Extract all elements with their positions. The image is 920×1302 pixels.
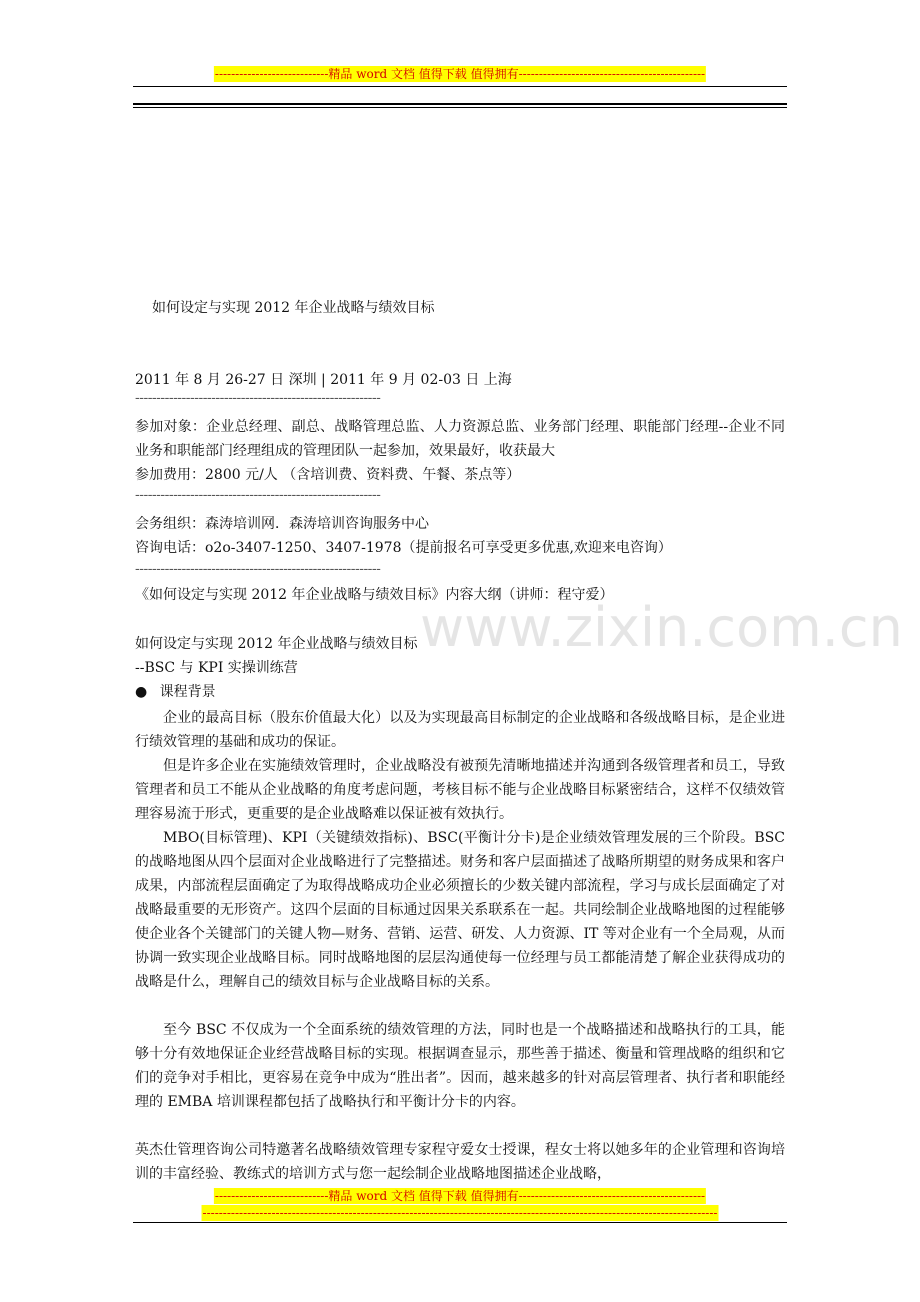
divider: ----------------------------------------------------------: [135, 487, 381, 503]
organizer-text: 会务组织：森涛培训网．森涛培训咨询服务中心: [135, 516, 429, 532]
audience-text: 参加对象：企业总经理、副总、战略管理总监、人力资源总监、业务部门经理、职能部门经理--企业不同业务和职能部门经理组成的管理团队一起参加，效果最好，收获最大: [135, 419, 785, 459]
header-rule-thin: [133, 86, 787, 87]
section-heading-label: 课程背景: [159, 684, 216, 700]
header-rule-bottom: [133, 107, 787, 108]
divider: ----------------------------------------------------------: [135, 561, 381, 577]
footer-banner-2: -------------------------------------------------------------------------------------------------------------------------------: [202, 1206, 718, 1220]
header-banner: ----------------------------精品 word 文档 值得下载 值得拥有----------------------------------------------: [214, 67, 706, 81]
paragraph: 至今 BSC 不仅成为一个全面系统的绩效管理的方法，同时也是一个战略描述和战略执行的工具，能够十分有效地保证企业经营战略目标的实现。根据调查显示，那些善于描述、衡量和管理战略的组织和它们的竞争对手相比，更容易在竞争中成为“胜出者”。因而，越来越多的针对高层管理者、执行者和职能经理的 EMBA 培训课程都包括了战略执行和平衡计分卡的内容。: [135, 1022, 785, 1110]
outline-heading: 《如何设定与实现 2012 年企业战略与绩效目标》内容大纲（讲师：程守爱）: [135, 587, 614, 603]
closing-paragraph: 英杰仕管理咨询公司特邀著名战略绩效管理专家程守爱女士授课，程女士将以她多年的企业管理和咨询培训的丰富经验、教练式的培训方式与您一起绘制企业战略地图描述企业战略，: [135, 1142, 785, 1182]
section-heading: [135, 680, 216, 704]
paragraph: 企业的最高目标（股东价值最大化）以及为实现最高目标制定的企业战略和各级战略目标，是企业进行绩效管理的基础和成功的保证。: [135, 710, 785, 750]
footer-banner: ----------------------------精品 word 文档 值得下载 值得拥有----------------------------------------------: [214, 1189, 706, 1203]
header-rule-thick: [133, 103, 787, 105]
subtitle-main: 如何设定与实现 2012 年企业战略与绩效目标: [135, 636, 418, 652]
footer-rule: [133, 1222, 787, 1223]
divider: ----------------------------------------------------------: [135, 390, 381, 406]
watermark: www.zixin.com.cn: [420, 596, 903, 659]
paragraph: MBO(目标管理)、KPI（关键绩效指标)、BSC(平衡计分卡)是企业绩效管理发展的三个阶段。BSC 的战略地图从四个层面对企业战略进行了完整描述。财务和客户层面描述了战略所期望的财务成果和客户成果，内部流程层面确定了为取得战略成功企业必须擅长的少数关键内部流程，学习与成长层面确定了对战略最重要的无形资产。这四个层面的目标通过因果关系联系在一起。共同绘制企业战略地图的过程能够使企业各个关键部门的关键人物—财务、营销、运营、研发、人力资源、IT 等对企业有一个全局观，从而协调一致实现企业战略目标。同时战略地图的层层沟通使每一位经理与员工都能清楚了解企业获得成功的战略是什么，理解自己的绩效目标与企业战略目标的关系。: [135, 830, 785, 990]
page-title: 如何设定与实现 2012 年企业战略与绩效目标: [152, 300, 435, 316]
course-dates: 2011 年 8 月 26-27 日 深圳 | 2011 年 9 月 02-03 日 上海: [135, 372, 512, 388]
paragraph: 但是许多企业在实施绩效管理时，企业战略没有被预先清晰地描述并沟通到各级管理者和员工，导致管理者和员工不能从企业战略的角度考虑问题，考核目标不能与企业战略目标紧密结合，这样不仅绩效管理容易流于形式，更重要的是企业战略难以保证被有效执行。: [135, 758, 785, 822]
bullet-icon: ●: [135, 684, 148, 700]
subtitle-sub: --BSC 与 KPI 实操训练营: [135, 660, 298, 676]
phone-text: 咨询电话：o2o-3407-1250、3407-1978（提前报名可享受更多优惠,欢迎来电咨询）: [135, 540, 672, 556]
fee-text: 参加费用：2800 元/人 （含培训费、资料费、午餐、茶点等）: [135, 467, 521, 483]
